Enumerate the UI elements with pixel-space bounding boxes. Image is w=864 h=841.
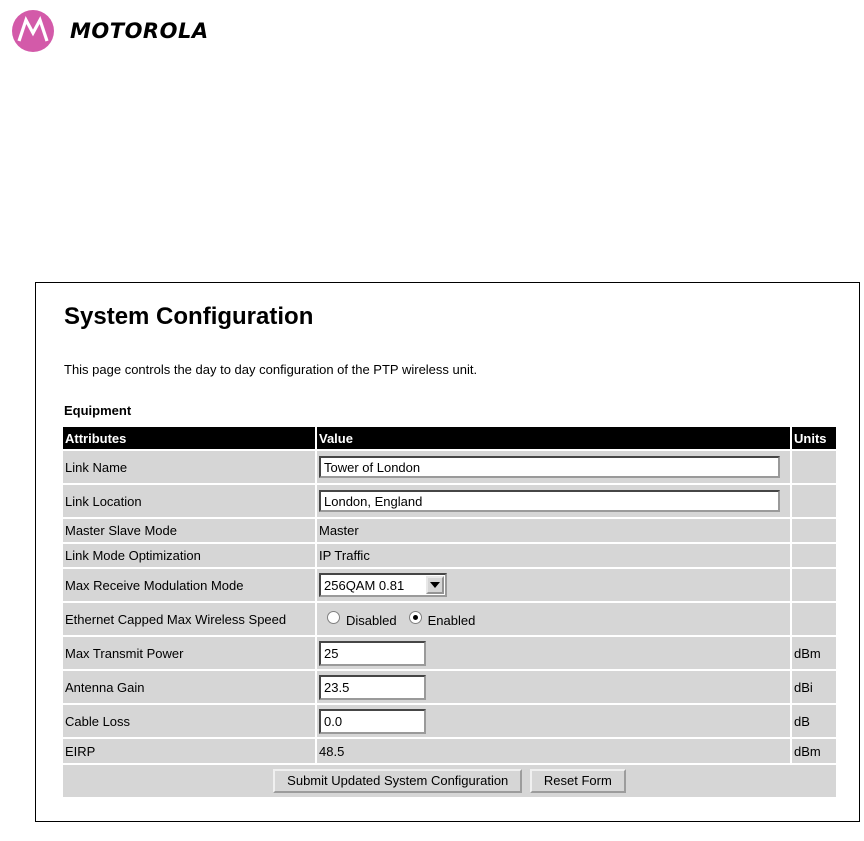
master-slave-units <box>792 519 836 542</box>
cable-loss-input[interactable] <box>319 709 426 734</box>
eirp-units: dBm <box>792 739 836 763</box>
radio-enabled-label[interactable]: Enabled <box>427 612 476 628</box>
eth-capped-radio-group <box>319 611 479 626</box>
table-row <box>63 637 836 669</box>
motorola-logo-icon <box>12 10 54 52</box>
button-row <box>63 765 836 797</box>
table-row <box>63 485 836 517</box>
equipment-table <box>61 425 838 799</box>
link-name-cell <box>317 451 790 483</box>
page-title: System Configuration <box>64 303 314 330</box>
master-slave-value: Master <box>317 519 790 542</box>
table-header-row <box>63 427 836 449</box>
max-rx-mod-label: Max Receive Modulation Mode <box>63 569 315 601</box>
eirp-label: EIRP <box>63 739 315 763</box>
link-name-label: Link Name <box>63 451 315 483</box>
radio-enabled[interactable] <box>409 611 422 624</box>
table-row <box>63 739 836 763</box>
antenna-gain-input[interactable] <box>319 675 426 700</box>
cable-loss-label: Cable Loss <box>63 705 315 737</box>
table-row <box>63 705 836 737</box>
table-row <box>63 519 836 542</box>
section-title: Equipment <box>64 403 132 418</box>
brand-name: MOTOROLA <box>70 19 209 43</box>
table-row <box>63 603 836 635</box>
eth-capped-cell <box>317 603 790 635</box>
master-slave-label: Master Slave Mode <box>63 519 315 542</box>
max-tx-power-cell <box>317 637 790 669</box>
reset-button[interactable]: Reset Form <box>530 769 626 793</box>
radio-disabled-label[interactable]: Disabled <box>346 612 397 628</box>
link-location-cell <box>317 485 790 517</box>
link-mode-units <box>792 544 836 567</box>
link-location-input[interactable] <box>319 490 780 512</box>
header-value: Value <box>317 427 790 449</box>
cable-loss-cell <box>317 705 790 737</box>
chevron-down-icon <box>430 582 440 588</box>
max-rx-mod-selected: 256QAM 0.81 <box>324 577 405 593</box>
link-mode-label: Link Mode Optimization <box>63 544 315 567</box>
table-row <box>63 671 836 703</box>
dropdown-button[interactable] <box>426 576 444 594</box>
table-row <box>63 451 836 483</box>
max-tx-power-input[interactable] <box>319 641 426 666</box>
button-cell <box>63 765 836 797</box>
eirp-value: 48.5 <box>317 739 790 763</box>
table-row <box>63 569 836 601</box>
max-tx-power-units: dBm <box>792 637 836 669</box>
max-rx-mod-cell <box>317 569 790 601</box>
link-name-units <box>792 451 836 483</box>
antenna-gain-units: dBi <box>792 671 836 703</box>
brand-logo <box>12 10 209 52</box>
link-mode-value: IP Traffic <box>317 544 790 567</box>
link-name-input[interactable] <box>319 456 780 478</box>
max-tx-power-label: Max Transmit Power <box>63 637 315 669</box>
page-intro: This page controls the day to day configuration of the PTP wireless unit. <box>64 362 478 377</box>
eth-capped-units <box>792 603 836 635</box>
max-rx-mod-select[interactable] <box>319 573 447 597</box>
radio-selected-dot <box>413 615 418 620</box>
submit-button[interactable]: Submit Updated System Configuration <box>273 769 522 793</box>
link-location-label: Link Location <box>63 485 315 517</box>
table-row <box>63 544 836 567</box>
eth-capped-label: Ethernet Capped Max Wireless Speed <box>63 603 315 635</box>
cable-loss-units: dB <box>792 705 836 737</box>
header-units: Units <box>792 427 836 449</box>
radio-disabled[interactable] <box>327 611 340 624</box>
link-location-units <box>792 485 836 517</box>
antenna-gain-label: Antenna Gain <box>63 671 315 703</box>
max-rx-mod-units <box>792 569 836 601</box>
config-panel <box>35 282 860 822</box>
antenna-gain-cell <box>317 671 790 703</box>
header-attributes: Attributes <box>63 427 315 449</box>
